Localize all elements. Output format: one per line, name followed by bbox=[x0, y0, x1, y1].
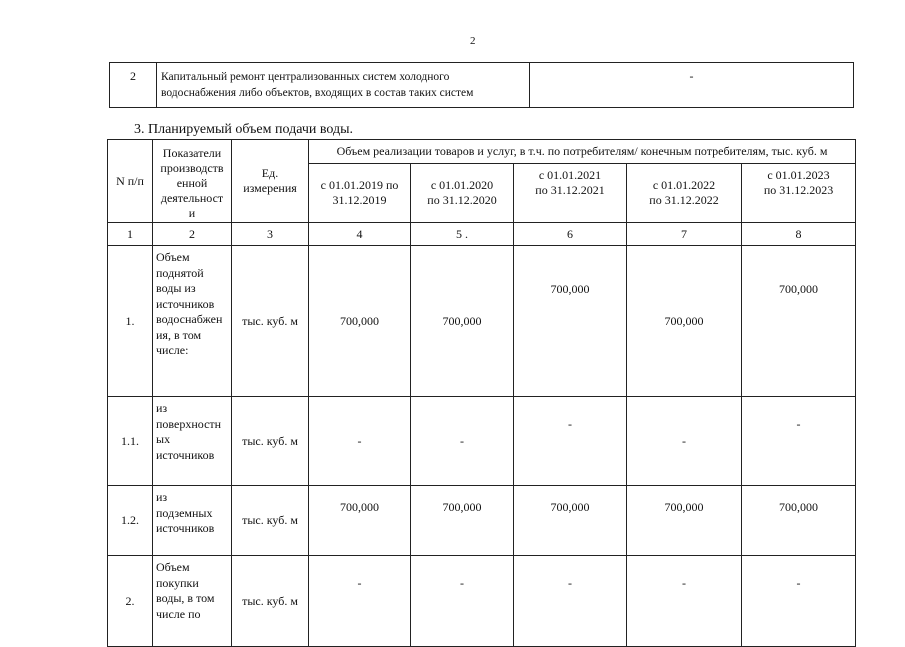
period-2019 bbox=[309, 164, 411, 223]
row-unit: тыс. куб. м bbox=[232, 486, 309, 556]
indicator-line: числе: bbox=[156, 343, 189, 357]
capital-repair-table bbox=[109, 62, 854, 108]
period-line: с 01.01.2023 bbox=[767, 168, 830, 182]
period-line: по 31.12.2022 bbox=[649, 193, 719, 207]
table-row bbox=[110, 63, 854, 108]
period-line: с 01.01.2022 bbox=[652, 178, 716, 192]
column-index: 6 bbox=[514, 223, 627, 246]
indicator-line: источников bbox=[156, 296, 215, 311]
row-number: 2. bbox=[108, 556, 153, 647]
table-row bbox=[108, 486, 856, 556]
column-index: 1 bbox=[108, 223, 153, 246]
column-index: 3 bbox=[232, 223, 309, 246]
value-cell: 700,000 bbox=[514, 246, 627, 397]
value-cell: 700,000 bbox=[742, 486, 856, 556]
row-indicator bbox=[153, 486, 232, 556]
value-cell: 700,000 bbox=[514, 486, 627, 556]
row-description: Капитальный ремонт централизованных систем холодного водоснабжения либо объектов, входящих в состав таких систем bbox=[157, 63, 530, 108]
value-cell: - bbox=[627, 556, 742, 647]
column-index: 7 bbox=[627, 223, 742, 246]
header-num: N п/п bbox=[108, 140, 153, 223]
row-number: 1. bbox=[108, 246, 153, 397]
page-number: 2 bbox=[470, 35, 476, 47]
period-line: по 31.12.2021 bbox=[535, 183, 605, 197]
indicator-line: поверхностн bbox=[156, 416, 222, 431]
indicator-line: подземных bbox=[156, 505, 213, 520]
header-indicator-line: и bbox=[188, 206, 196, 220]
indicator-line: поднятой bbox=[156, 265, 204, 280]
value-cell: - bbox=[411, 397, 514, 486]
value-cell: - bbox=[309, 556, 411, 647]
period-line: с 01.01.2021 bbox=[538, 168, 602, 182]
indicator-line: из bbox=[156, 401, 168, 415]
header-indicator-line: Показатели bbox=[162, 146, 222, 160]
indicator-line: покупки bbox=[156, 575, 199, 590]
indicator-line: водоснабжен bbox=[156, 312, 223, 326]
row-number: 1.2. bbox=[108, 486, 153, 556]
header-indicator-line: производств bbox=[160, 161, 224, 175]
value-cell: 700,000 bbox=[411, 246, 514, 397]
header-group: Объем реализации товаров и услуг, в т.ч. по потребителям/ конечным потребителям, тыс. куб. м bbox=[309, 140, 856, 164]
period-2022 bbox=[627, 164, 742, 223]
value-cell: 700,000 bbox=[742, 246, 856, 397]
row-indicator bbox=[153, 246, 232, 397]
period-line: с 01.01.2019 по bbox=[320, 178, 399, 192]
indicator-line: воды, в том bbox=[156, 591, 215, 605]
indicator-line: ия, в том bbox=[156, 327, 202, 342]
indicator-line: воды из bbox=[156, 281, 196, 295]
row-indicator bbox=[153, 556, 232, 647]
header-unit-line: Ед. bbox=[261, 166, 279, 180]
header-unit bbox=[232, 140, 309, 223]
period-line: по 31.12.2020 bbox=[427, 193, 497, 207]
period-2020 bbox=[411, 164, 514, 223]
row-indicator bbox=[153, 397, 232, 486]
column-index: 4 bbox=[309, 223, 411, 246]
indicator-line: источников bbox=[156, 447, 215, 462]
value-cell: - bbox=[514, 556, 627, 647]
section-title: 3. Планируемый объем подачи воды. bbox=[134, 122, 354, 137]
header-unit-line: измерения bbox=[243, 181, 297, 195]
column-index: 2 bbox=[153, 223, 232, 246]
table-row bbox=[108, 397, 856, 486]
value-cell: - bbox=[309, 397, 411, 486]
column-index: 8 bbox=[742, 223, 856, 246]
indicator-line: числе по bbox=[156, 606, 201, 621]
row-unit: тыс. куб. м bbox=[232, 556, 309, 647]
indicator-line: ых bbox=[156, 432, 171, 446]
value-cell: 700,000 bbox=[627, 486, 742, 556]
table-row bbox=[108, 556, 856, 647]
period-2023 bbox=[742, 164, 856, 223]
water-supply-volume-table bbox=[107, 139, 856, 647]
period-2021 bbox=[514, 164, 627, 223]
period-line: с 01.01.2020 bbox=[430, 178, 494, 192]
period-line: по 31.12.2023 bbox=[763, 183, 834, 197]
period-line: 31.12.2019 bbox=[332, 193, 387, 207]
row-number: 2 bbox=[110, 63, 157, 108]
value-cell: 700,000 bbox=[627, 246, 742, 397]
value-cell: - bbox=[627, 397, 742, 486]
indicator-line: Объем bbox=[156, 250, 190, 264]
value-cell: 700,000 bbox=[411, 486, 514, 556]
value-cell: - bbox=[742, 556, 856, 647]
value-cell: - bbox=[514, 397, 627, 486]
header-indicator-line: енной bbox=[176, 176, 208, 190]
row-unit: тыс. куб. м bbox=[232, 246, 309, 397]
indicator-line: Объем bbox=[156, 560, 190, 574]
row-number: 1.1. bbox=[108, 397, 153, 486]
row-unit: тыс. куб. м bbox=[232, 397, 309, 486]
value-cell: 700,000 bbox=[309, 246, 411, 397]
column-index-row bbox=[108, 223, 856, 246]
indicator-line: из bbox=[156, 490, 168, 504]
column-index: 5 . bbox=[411, 223, 514, 246]
header-indicator bbox=[153, 140, 232, 223]
indicator-line: источников bbox=[156, 521, 215, 535]
header-indicator-line: деятельност bbox=[160, 191, 224, 205]
value-cell: - bbox=[411, 556, 514, 647]
table-row bbox=[108, 246, 856, 397]
value-cell: - bbox=[742, 397, 856, 486]
row-value: - bbox=[530, 63, 854, 108]
value-cell: 700,000 bbox=[309, 486, 411, 556]
header-row bbox=[108, 140, 856, 164]
